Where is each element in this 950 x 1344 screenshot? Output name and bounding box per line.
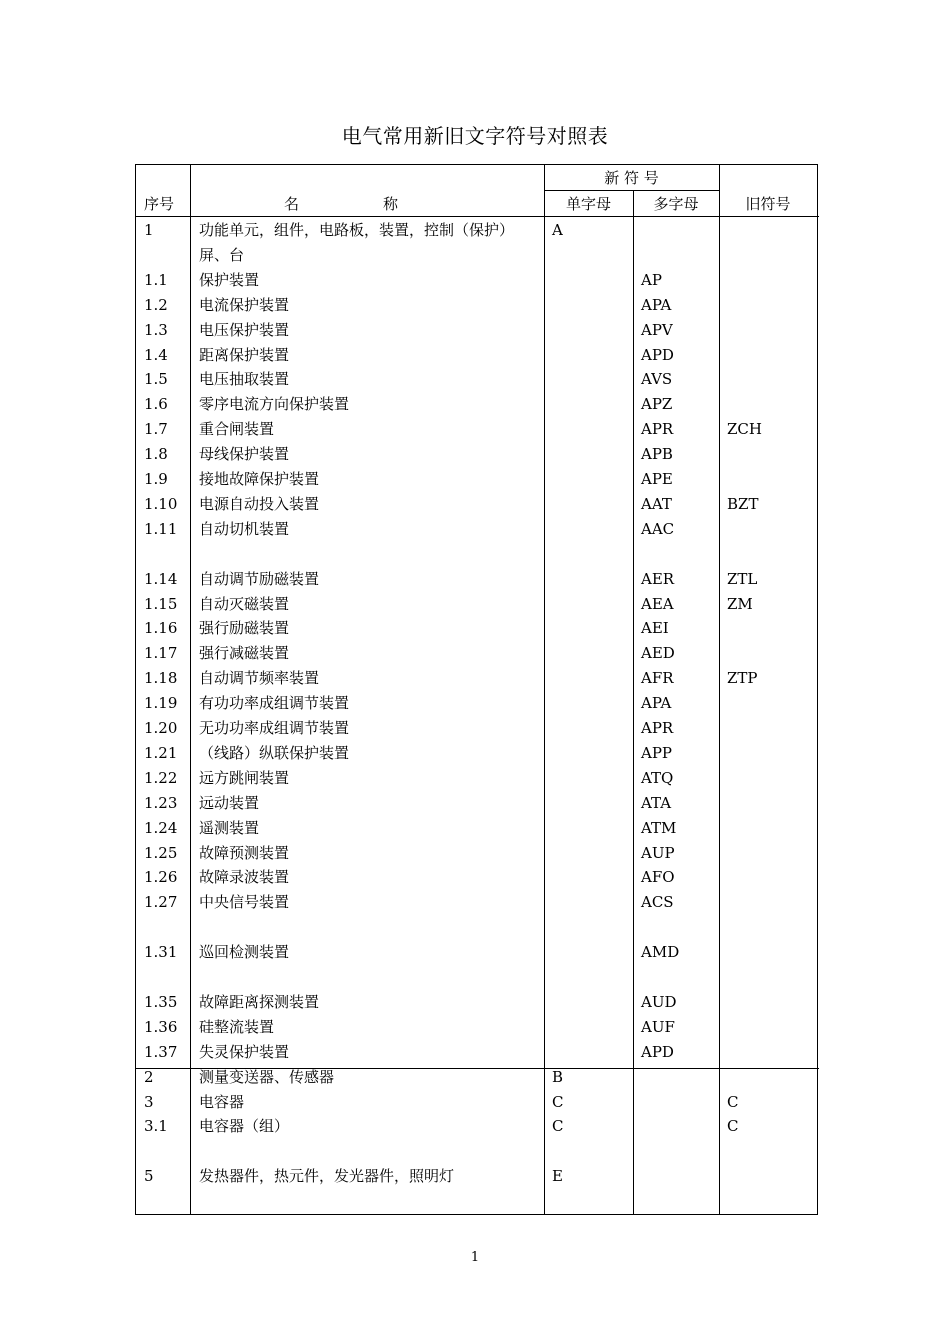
symbol-table xyxy=(135,164,818,1215)
table-row xyxy=(136,1139,819,1164)
row-number: 1.31 xyxy=(144,943,178,962)
table-row xyxy=(136,592,819,617)
row-number: 1.26 xyxy=(144,868,178,887)
row-number: 1.9 xyxy=(144,470,168,488)
row-name: 无功功率成组调节装置 xyxy=(199,719,350,737)
row-single-letter: B xyxy=(552,1067,564,1086)
row-number: 1.22 xyxy=(144,768,178,787)
header-name-left: 名 xyxy=(284,195,300,213)
row-multi-letter: APA xyxy=(641,295,672,314)
row-name: 测量变送器、传感器 xyxy=(199,1067,335,1086)
row-old-symbol: C xyxy=(727,1117,739,1136)
row-number: 1.15 xyxy=(144,594,178,613)
row-multi-letter: AMD xyxy=(641,943,680,962)
table-row xyxy=(136,492,819,517)
row-single-letter: A xyxy=(552,221,563,239)
table-row xyxy=(136,965,819,990)
row-number: 1.25 xyxy=(144,843,178,862)
row-name: 接地故障保护装置 xyxy=(199,470,320,488)
table-row xyxy=(136,517,819,542)
row-name: 自动切机装置 xyxy=(199,519,290,538)
row-number: 1.16 xyxy=(144,619,178,638)
header-old-symbol: 旧符号 xyxy=(745,195,791,213)
table-row xyxy=(136,243,819,268)
row-name: 电压保护装置 xyxy=(199,320,290,339)
row-number: 5 xyxy=(144,1167,154,1186)
table-row xyxy=(136,1164,819,1189)
row-multi-letter: AUP xyxy=(641,843,675,862)
row-multi-letter: APZ xyxy=(641,395,673,414)
row-single-letter: C xyxy=(552,1092,564,1111)
row-single-letter: C xyxy=(552,1117,564,1136)
table-row xyxy=(136,890,819,915)
table-row xyxy=(136,542,819,567)
row-number: 1.3 xyxy=(144,320,168,339)
row-multi-letter: ATQ xyxy=(641,768,674,787)
table-row xyxy=(136,766,819,791)
row-number: 3.1 xyxy=(144,1117,168,1136)
table-row xyxy=(136,940,819,965)
table-row xyxy=(136,791,819,816)
table-row xyxy=(136,293,819,318)
row-multi-letter: AVS xyxy=(641,370,673,389)
row-multi-letter: AUD xyxy=(641,992,677,1011)
row-name: 电容器 xyxy=(199,1092,245,1111)
row-number: 1.1 xyxy=(144,270,168,289)
table-row xyxy=(136,1015,819,1040)
row-name: 遥测装置 xyxy=(199,818,260,837)
row-name: 自动调节频率装置 xyxy=(199,669,320,688)
row-name: 保护装置 xyxy=(199,270,260,289)
row-multi-letter: APP xyxy=(641,743,673,762)
row-number: 1.5 xyxy=(144,370,168,389)
row-number: 1.7 xyxy=(144,420,168,439)
row-number: 1.20 xyxy=(144,719,178,737)
row-number: 1.24 xyxy=(144,818,178,837)
row-multi-letter: AAT xyxy=(641,494,672,513)
header-name-right: 称 xyxy=(383,195,399,213)
row-old-symbol: ZTL xyxy=(727,569,758,588)
row-multi-letter: AAC xyxy=(641,519,675,538)
table-row xyxy=(136,691,819,716)
row-old-symbol: BZT xyxy=(727,494,759,513)
table-row xyxy=(136,841,819,866)
row-number: 1.4 xyxy=(144,345,168,364)
table-row xyxy=(136,1065,819,1090)
row-number: 1.6 xyxy=(144,395,168,414)
row-multi-letter: ACS xyxy=(641,893,674,912)
row-name: 中央信号装置 xyxy=(199,893,290,912)
row-number: 1.21 xyxy=(144,743,178,762)
row-old-symbol: ZTP xyxy=(727,669,758,688)
row-name: 有功功率成组调节装置 xyxy=(199,694,350,713)
header-new-symbol: 新 符 号 xyxy=(604,169,659,187)
row-number: 1.23 xyxy=(144,793,178,812)
table-row xyxy=(136,218,819,243)
row-name: 硅整流装置 xyxy=(199,1017,275,1036)
row-name: 故障录波装置 xyxy=(199,868,290,887)
row-name: 故障预测装置 xyxy=(199,843,290,862)
row-multi-letter: APD xyxy=(641,345,674,364)
row-name: 电压抽取装置 xyxy=(199,370,290,389)
row-multi-letter: APR xyxy=(641,719,674,737)
table-row xyxy=(136,990,819,1015)
table-row xyxy=(136,442,819,467)
table-row xyxy=(136,367,819,392)
row-number: 1.2 xyxy=(144,295,168,314)
row-multi-letter: AED xyxy=(641,644,675,663)
table-row xyxy=(136,616,819,641)
page-title: 电气常用新旧文字符号对照表 xyxy=(341,124,609,148)
table-row xyxy=(136,392,819,417)
row-name: 强行励磁装置 xyxy=(199,619,290,638)
page-number: 1 xyxy=(470,1250,480,1265)
row-name: 远方跳闸装置 xyxy=(199,768,290,787)
row-number: 3 xyxy=(144,1092,154,1111)
table-row xyxy=(136,915,819,940)
header-divider xyxy=(136,216,819,217)
table-row xyxy=(136,816,819,841)
row-multi-letter: AEI xyxy=(641,619,669,638)
table-row xyxy=(136,417,819,442)
row-number: 1.19 xyxy=(144,694,178,713)
row-multi-letter: APA xyxy=(641,694,672,713)
row-number: 1 xyxy=(144,221,154,239)
row-multi-letter: AUF xyxy=(641,1017,675,1036)
row-divider xyxy=(544,190,719,191)
row-name: 屏、台 xyxy=(199,245,245,264)
row-number: 1.14 xyxy=(144,569,178,588)
table-row xyxy=(136,741,819,766)
row-name: 零序电流方向保护装置 xyxy=(199,395,350,414)
row-old-symbol: ZCH xyxy=(727,420,762,439)
row-multi-letter: AP xyxy=(641,270,662,289)
table-row xyxy=(136,343,819,368)
row-number: 1.27 xyxy=(144,893,178,912)
row-number: 2 xyxy=(144,1067,154,1086)
header-single-letter: 单字母 xyxy=(565,195,611,213)
table-row xyxy=(136,641,819,666)
row-multi-letter: APV xyxy=(641,320,673,339)
row-multi-letter: APD xyxy=(641,1042,674,1061)
row-number: 1.36 xyxy=(144,1017,178,1036)
row-number: 1.11 xyxy=(144,519,178,538)
table-row xyxy=(136,666,819,691)
table-row xyxy=(136,1040,819,1065)
row-number: 1.17 xyxy=(144,644,178,663)
table-row xyxy=(136,467,819,492)
row-multi-letter: APB xyxy=(641,445,673,464)
table-row xyxy=(136,1090,819,1115)
row-name: 自动灭磁装置 xyxy=(199,594,290,613)
row-multi-letter: ATA xyxy=(641,793,672,812)
row-multi-letter: APR xyxy=(641,420,674,439)
row-name: 母线保护装置 xyxy=(199,445,290,464)
row-number: 1.37 xyxy=(144,1042,178,1061)
row-name: 巡回检测装置 xyxy=(199,943,290,962)
row-name: 重合闸装置 xyxy=(199,420,275,439)
row-name: 电源自动投入装置 xyxy=(199,494,320,513)
row-name: 电流保护装置 xyxy=(199,295,290,314)
row-name: 自动调节励磁装置 xyxy=(199,569,320,588)
row-old-symbol: C xyxy=(727,1092,739,1111)
row-number: 1.35 xyxy=(144,992,178,1011)
row-name: 功能单元，组件，电路板，装置，控制（保护） xyxy=(199,221,515,239)
row-name: 失灵保护装置 xyxy=(199,1042,290,1061)
row-single-letter: E xyxy=(552,1167,563,1186)
row-number: 1.8 xyxy=(144,445,168,464)
row-name: 距离保护装置 xyxy=(199,345,290,364)
table-row xyxy=(136,865,819,890)
row-multi-letter: AEA xyxy=(641,594,674,613)
row-name: （线路）纵联保护装置 xyxy=(199,743,350,762)
row-multi-letter: ATM xyxy=(641,818,677,837)
table-row xyxy=(136,318,819,343)
table-row xyxy=(136,567,819,592)
table-row xyxy=(136,716,819,741)
row-number: 1.10 xyxy=(144,494,178,513)
header-seq: 序号 xyxy=(144,195,175,213)
row-name: 故障距离探测装置 xyxy=(199,992,320,1011)
table-row xyxy=(136,268,819,293)
row-name: 强行减磁装置 xyxy=(199,644,290,663)
row-name: 发热器件，热元件，发光器件，照明灯 xyxy=(199,1167,455,1186)
row-multi-letter: APE xyxy=(641,470,673,488)
row-name: 电容器（组） xyxy=(199,1117,290,1136)
row-multi-letter: AER xyxy=(641,569,675,588)
row-name: 远动装置 xyxy=(199,793,260,812)
row-old-symbol: ZM xyxy=(727,594,753,613)
row-multi-letter: AFR xyxy=(641,669,674,688)
row-number: 1.18 xyxy=(144,669,178,688)
row-multi-letter: AFO xyxy=(641,868,675,887)
table-row xyxy=(136,1114,819,1139)
header-multi-letter: 多字母 xyxy=(653,195,699,213)
